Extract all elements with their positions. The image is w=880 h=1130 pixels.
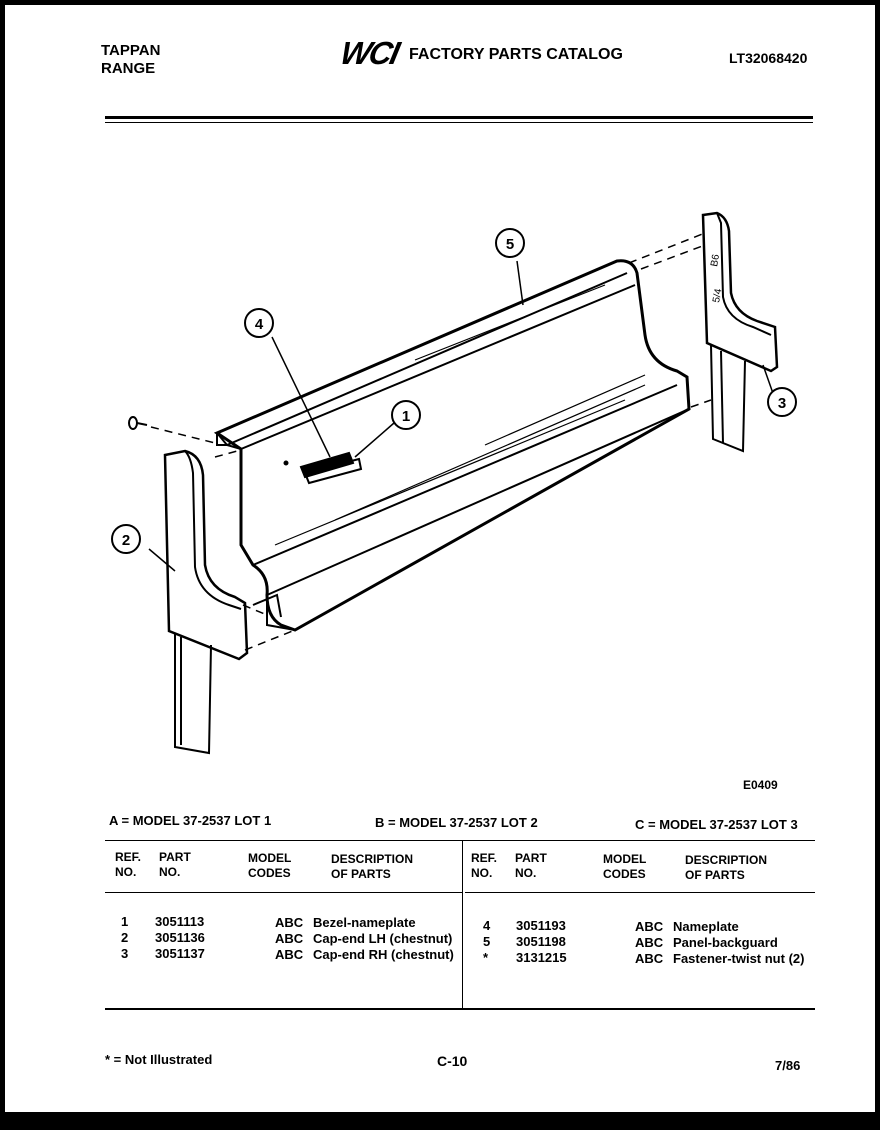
header-model: MODEL — [603, 852, 647, 866]
callout-1-label: 1 — [401, 408, 411, 425]
header-part: PART — [515, 851, 547, 865]
callout-4-label: 4 — [254, 316, 264, 333]
callout-3-label: 3 — [777, 395, 787, 412]
callout-1 — [392, 401, 420, 429]
row-part-no: 3051198 — [516, 934, 566, 949]
table-top-rule — [105, 840, 815, 841]
table-divider — [462, 840, 463, 1010]
figure-code: E0409 — [743, 778, 778, 792]
header-ref: REF. — [115, 850, 142, 864]
header-ref: REF. — [471, 851, 498, 865]
header-codes: CODES — [248, 866, 291, 880]
callout-group — [112, 229, 796, 553]
header-codes: CODES — [603, 867, 646, 881]
callout-5-label: 5 — [505, 236, 515, 253]
product-type: RANGE — [101, 60, 156, 77]
header-part-no: NO. — [159, 865, 181, 879]
row-ref: 4 — [483, 918, 491, 933]
row-description: Bezel-nameplate — [313, 915, 416, 930]
header-ref-no: NO. — [115, 865, 137, 879]
row-model-codes: ABC — [635, 951, 664, 966]
svg-text:B6: B6 — [709, 253, 723, 268]
row-part-no: 3051136 — [155, 930, 205, 945]
table-header-rule-right — [465, 892, 815, 893]
nameplate-drawing — [285, 453, 362, 483]
exploded-parts-diagram — [5, 5, 875, 795]
model-a: A = MODEL 37-2537 LOT 1 — [109, 813, 272, 828]
svg-text:5/4: 5/4 — [711, 287, 725, 304]
row-description: Nameplate — [673, 919, 739, 934]
footnote: * = Not Illustrated — [105, 1052, 213, 1067]
header-of-parts: OF PARTS — [331, 867, 391, 881]
row-ref: 1 — [121, 914, 129, 929]
row-part-no: 3051137 — [155, 946, 205, 961]
brand-name: TAPPAN — [101, 42, 161, 59]
callout-2-label: 2 — [121, 532, 131, 549]
header-part-no: NO. — [515, 866, 537, 880]
header-description: DESCRIPTION — [331, 852, 414, 866]
row-part-no: 3131215 — [516, 950, 567, 965]
row-ref: 3 — [121, 946, 129, 961]
model-b: B = MODEL 37-2537 LOT 2 — [375, 815, 538, 830]
callout-2 — [112, 525, 140, 553]
row-description: Cap-end RH (chestnut) — [313, 947, 454, 962]
row-model-codes: ABC — [275, 931, 304, 946]
row-ref: 5 — [483, 934, 491, 949]
catalog-number: LT32068420 — [729, 50, 808, 66]
header-description: DESCRIPTION — [685, 853, 768, 867]
row-part-no: 3051193 — [516, 918, 566, 933]
catalog-page — [5, 5, 875, 1112]
model-c: C = MODEL 37-2537 LOT 3 — [635, 817, 798, 832]
page-number: C-10 — [437, 1053, 468, 1069]
row-model-codes: ABC — [635, 919, 664, 934]
header-model: MODEL — [248, 851, 292, 865]
header-ref-no: NO. — [471, 866, 493, 880]
row-model-codes: ABC — [275, 915, 304, 930]
row-description: Cap-end LH (chestnut) — [313, 931, 453, 946]
row-description: Panel-backguard — [673, 935, 778, 950]
callout-3 — [768, 388, 796, 416]
fastener-drawing — [129, 417, 147, 429]
table-bottom-rule — [105, 1008, 815, 1010]
cap-end-rh-drawing — [703, 213, 777, 451]
callout-5 — [496, 229, 524, 257]
cap-end-lh-drawing — [165, 451, 247, 753]
revision-date: 7/86 — [775, 1058, 801, 1073]
row-model-codes: ABC — [275, 947, 304, 962]
row-part-no: 3051113 — [155, 914, 205, 929]
row-model-codes: ABC — [635, 935, 664, 950]
row-description: Fastener-twist nut (2) — [673, 951, 805, 966]
catalog-title: FACTORY PARTS CATALOG — [409, 46, 623, 63]
table-header-rule-left — [105, 892, 462, 893]
panel-backguard-drawing — [217, 261, 689, 630]
header-of-parts: OF PARTS — [685, 868, 745, 882]
header-part: PART — [159, 850, 191, 864]
wci-logo: WCI — [337, 35, 402, 71]
callout-4 — [245, 309, 273, 337]
row-ref: * — [483, 950, 489, 965]
row-ref: 2 — [121, 930, 129, 945]
